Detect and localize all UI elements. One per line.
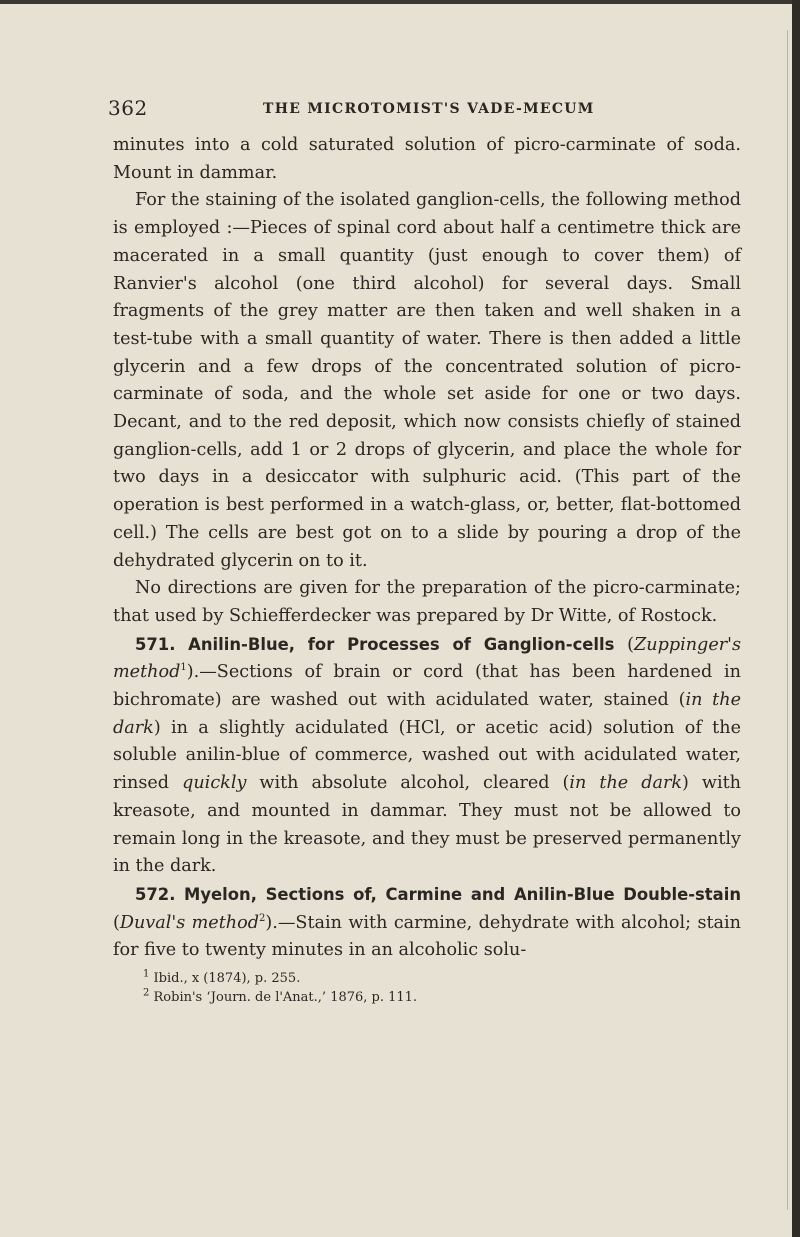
- emphasis: in the dark: [569, 773, 683, 794]
- footnote-mark: 2: [143, 987, 150, 999]
- section-text: ) with kreasote, and mounted in dammar. They must not be allowed to remain long in the kreasote, and they must be preserved permanently in the dark.: [113, 773, 741, 877]
- section-text: with absolute alcohol, cleared (: [246, 773, 570, 794]
- method-citation: Zuppinger's method: [113, 634, 742, 683]
- page-edge-line: [787, 30, 788, 1210]
- paren-open: (: [627, 634, 635, 655]
- section-number: 572.: [135, 884, 176, 904]
- section-text: —Stain with carmine, dehydrate with alcohol; stain for five to twenty minutes in an alcoholic solu-: [113, 912, 741, 961]
- footnote-text: Robin's ‘Journ. de l'Anat.,’ 1876, p. 111.: [149, 990, 418, 1006]
- section-text: ) in a slightly acidulated (HCl, or acetic acid) solution of the soluble anilin-blue of commerce, washed out with acidulated water, rinsed: [113, 717, 741, 794]
- page-number: 362: [108, 96, 148, 120]
- emphasis: in the dark: [113, 690, 741, 738]
- footnote-mark: 1: [143, 968, 150, 980]
- footnote-ref-2: 2: [258, 912, 266, 924]
- book-page: [108, 96, 742, 1007]
- footnote-text: Ibid., x (1874), p. 255.: [149, 971, 301, 987]
- page-header: [108, 96, 741, 132]
- section-heading: Myelon, Sections of, Carmine and Anilin-Blue Double-stain: [184, 884, 741, 904]
- paragraph-1: minutes into a cold saturated solution of picro-carminate of soda. Mount in dammar.: [113, 135, 741, 183]
- paren-close: ).: [265, 912, 278, 933]
- paragraph-ganglion-method: For the staining of the isolated ganglion-cells, the following method is employed :—Pieces of spinal cord about half a centimetre thick are macerated in a small quantity (just enough to cover them) of Ranvier's alcohol (one third alcohol) for several days. Small fragments of the grey matter are then taken and well shaken in a test-tube with a small quantity of water. There is then added a little glycerin and a few drops of the concentrated solution of picro-carminate of soda, and the whole set aside for one or two days. Decant, and to the red deposit, which now consists chiefly of stained ganglion-cells, add 1 or 2 drops of glycerin, and place the whole for two days in a desiccator with sulphuric acid. (This part of the operation is best performed in a watch-glass, or, better, flat-bottomed cell.) The cells are best got on to a slide by pouring a drop of the dehydrated glycerin on to it.: [113, 190, 741, 571]
- method-citation: Duval's method: [119, 912, 259, 933]
- section-number: 571.: [135, 634, 176, 654]
- page-body: [113, 132, 741, 965]
- emphasis: quickly: [182, 773, 247, 794]
- paren-open: (: [113, 912, 120, 933]
- paragraph-picro-carminate: No directions are given for the preparation of the picro-carminate; that used by Schiefferdecker was prepared by Dr Witte, of Rostock.: [113, 578, 741, 626]
- page-top-border: [0, 0, 800, 4]
- page-edge-shadow: [792, 0, 800, 1237]
- running-head: THE MICROTOMIST'S VADE-MECUM: [263, 101, 595, 117]
- section-571: [113, 631, 741, 881]
- footnote-2: [143, 988, 741, 1007]
- section-572: [113, 881, 741, 965]
- section-heading: Anilin-Blue, for Processes of Ganglion-cells: [188, 634, 615, 654]
- section-text: —Sections of brain or cord (that has been hardened in bichromate) are washed out with acidulated water, stained (: [113, 662, 741, 711]
- footnote-ref-1: 1: [180, 662, 187, 674]
- paren-close: ).: [186, 662, 200, 683]
- footnote-1: [143, 969, 741, 988]
- footnotes: [113, 969, 741, 1007]
